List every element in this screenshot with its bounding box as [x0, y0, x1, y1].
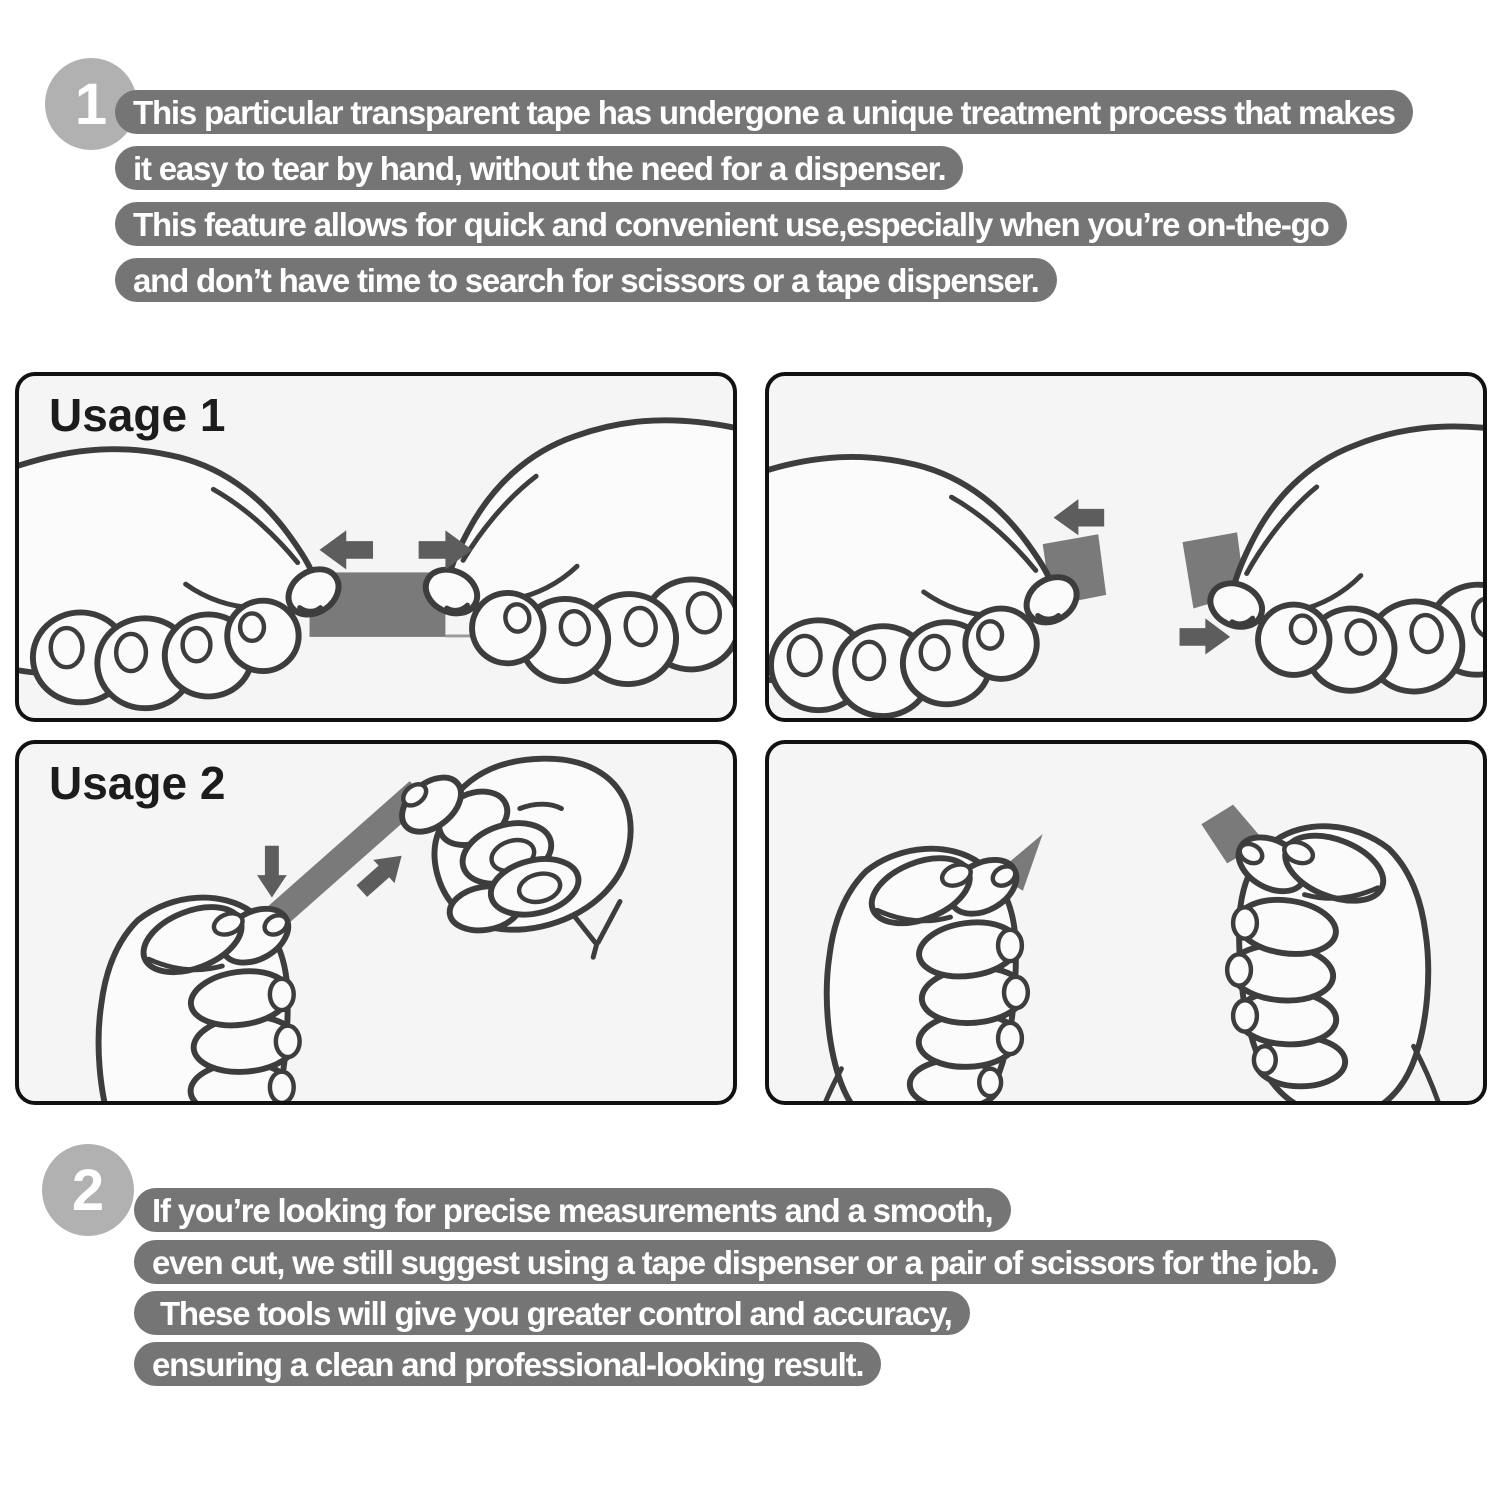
instruction-pill: This feature allows for quick and convenient use,especially when you’re on-the-go	[115, 202, 1347, 246]
lower-fist-illustration	[74, 894, 300, 1101]
usage-2-label: Usage 2	[49, 757, 226, 809]
instruction-pill: even cut, we still suggest using a tape dispenser or a pair of scissors for the job.	[134, 1240, 1336, 1284]
usage-panel-3	[15, 740, 737, 1105]
arrow-left-icon	[319, 530, 373, 569]
left-hand-illustration	[769, 457, 1086, 716]
usage-panel-1	[15, 372, 737, 722]
instruction-pill: it easy to tear by hand, without the need for a dispenser.	[115, 146, 963, 190]
step-1-number: 1	[74, 71, 108, 137]
instruction-pill: ensuring a clean and professional-looking result.	[134, 1342, 881, 1386]
usage-1-label: Usage 1	[49, 389, 226, 441]
step-2-number: 2	[71, 1157, 105, 1223]
usage-panel-2	[765, 372, 1487, 722]
arrow-left-icon	[1054, 499, 1105, 535]
left-fist-illustration	[802, 845, 1028, 1101]
separated-pieces-illustration	[769, 744, 1483, 1101]
arrow-down-icon	[257, 846, 287, 898]
instruction-pill: This particular transparent tape has undergone a unique treatment process that makes	[115, 90, 1413, 134]
instruction-pill: If you’re looking for precise measurements and a smooth,	[134, 1188, 1011, 1232]
instruction-pill: These tools will give you greater control and accuracy,	[134, 1291, 970, 1335]
instruction-pill: and don’t have time to search for scissors or a tape dispenser.	[115, 258, 1057, 302]
usage-panel-4	[765, 740, 1487, 1105]
left-hand-illustration	[19, 449, 347, 708]
step-2-badge	[42, 1144, 134, 1236]
torn-tape-illustration	[769, 376, 1483, 718]
right-fist-illustration	[1227, 823, 1453, 1101]
upper-hand-illustration	[392, 759, 631, 958]
